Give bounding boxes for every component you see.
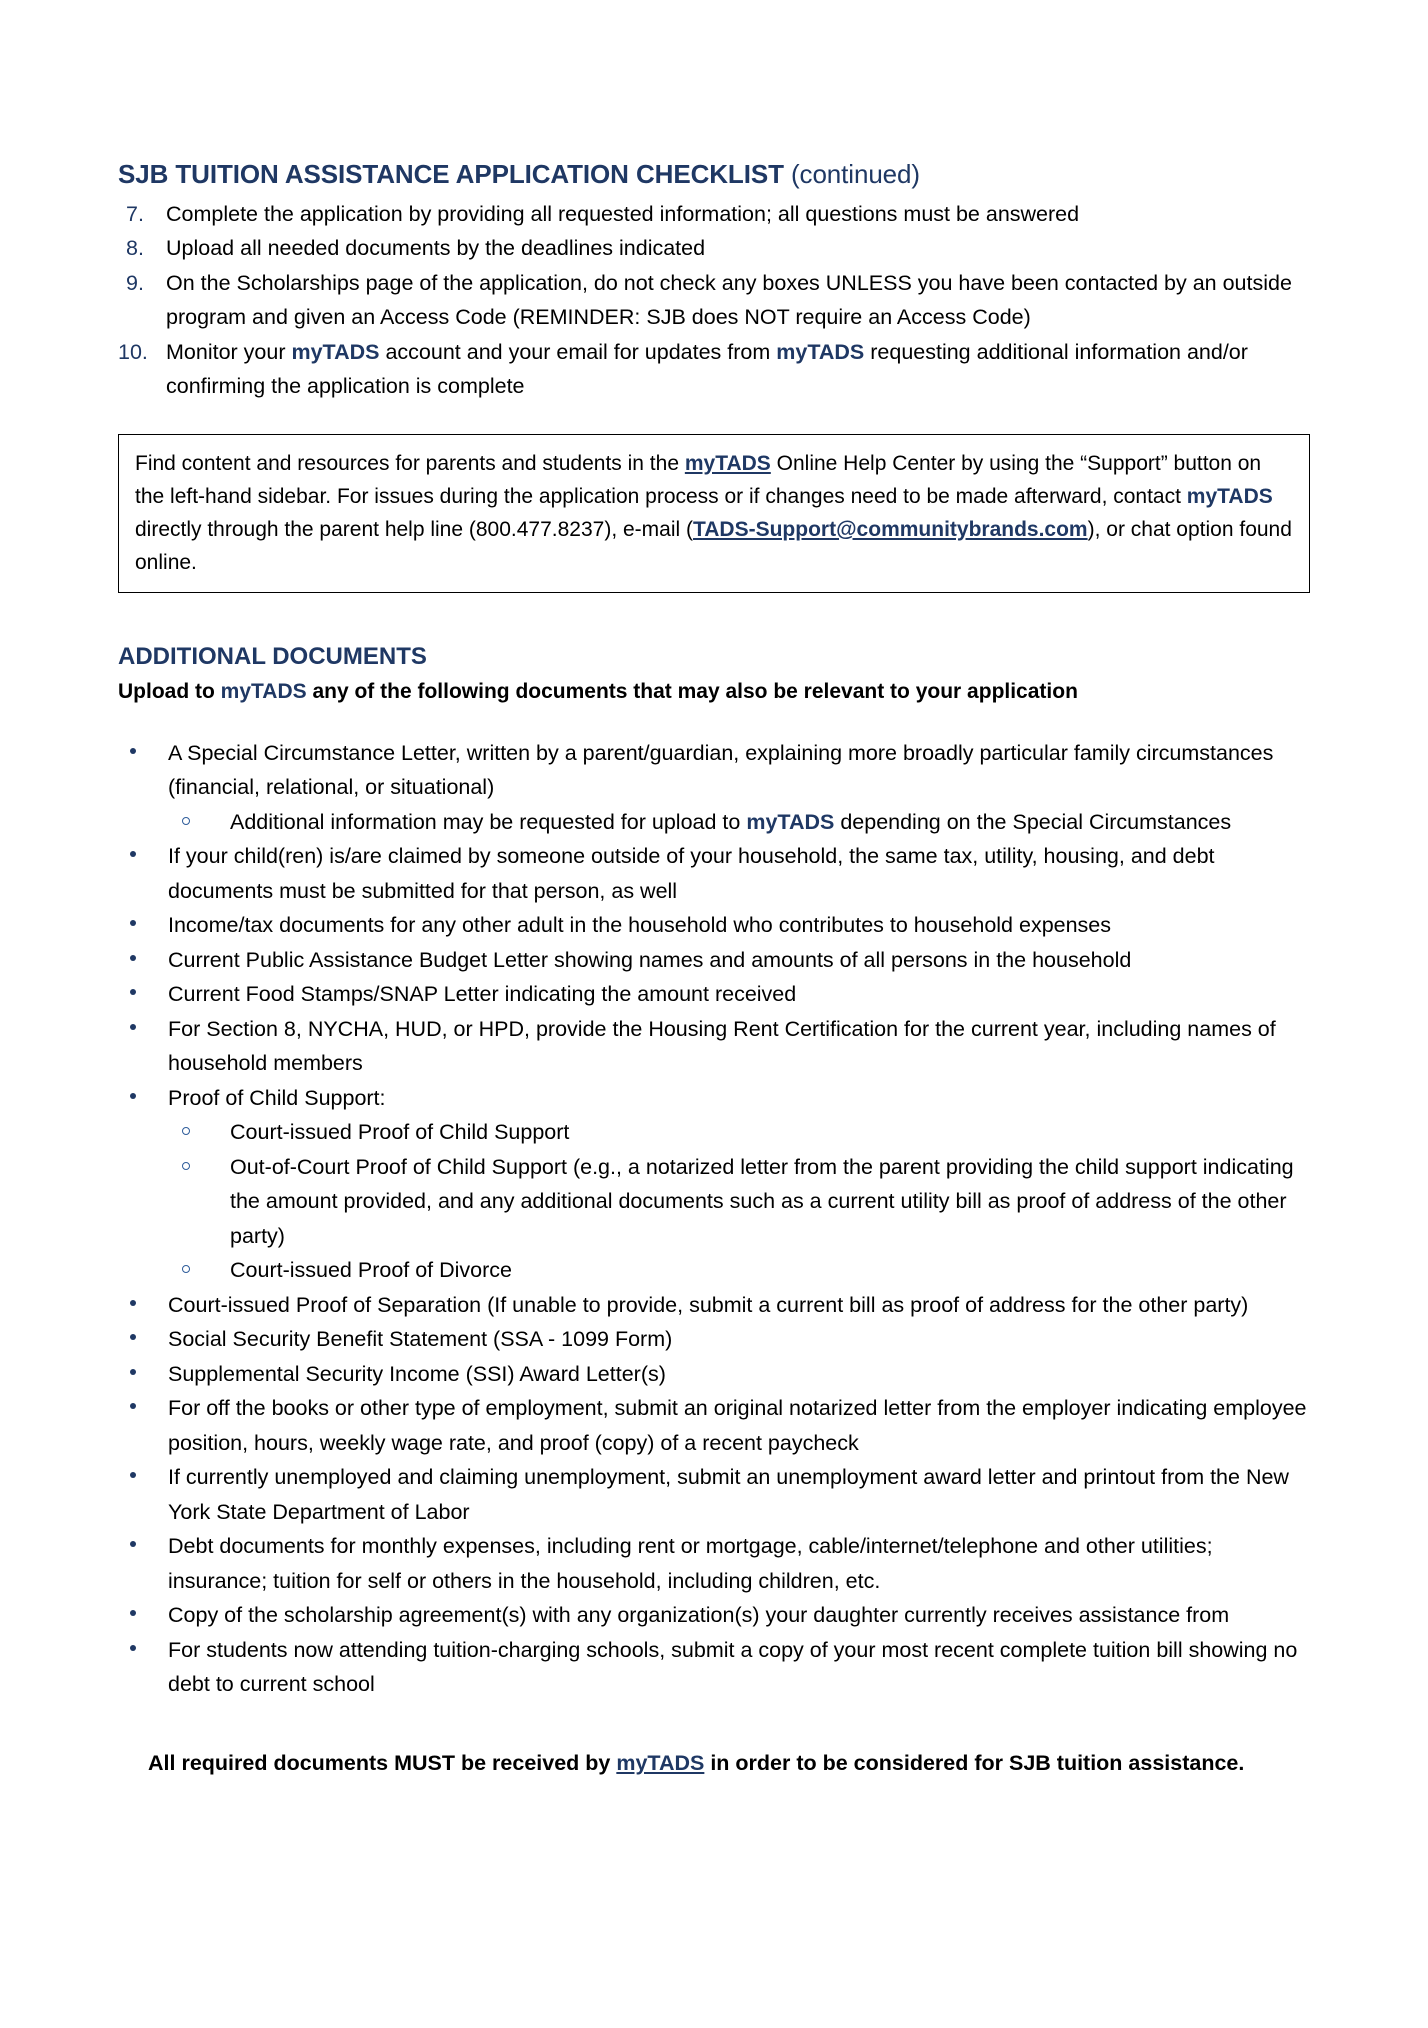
checklist-item-8: [118, 231, 1310, 266]
bullet-dot-icon: [130, 1024, 136, 1030]
list-item: [118, 977, 1310, 1012]
checklist-item-9: [118, 266, 1310, 335]
callout-text-part1: Find content and resources for parents and students in the: [135, 451, 685, 475]
sub-bullet-circle-icon: [182, 817, 190, 825]
checklist-item-7: [118, 197, 1310, 232]
list-item: [118, 1460, 1310, 1529]
checklist-item-7-text: Complete the application by providing all requested information; all questions must be answered: [166, 201, 1080, 226]
list-item-text: Supplemental Security Income (SSI) Award Letter(s): [168, 1361, 666, 1386]
mytads-brand: myTADS: [746, 809, 835, 834]
bullet-dot-icon: [130, 955, 136, 961]
support-callout-box: [118, 434, 1310, 593]
list-item: [118, 908, 1310, 943]
support-email-link[interactable]: TADS-Support@communitybrands.com: [693, 517, 1088, 541]
list-item-text: A Special Circumstance Letter, written by a parent/guardian, explaining more broadly particular family circumstances (financial, relational, or situational): [168, 740, 1274, 800]
additional-documents-list: [118, 736, 1310, 1702]
checklist-item-8-text: Upload all needed documents by the deadlines indicated: [166, 236, 706, 261]
callout-text-part3: directly through the parent help line (800.477.8237), e-mail (: [135, 517, 693, 541]
checklist-heading-main: SJB TUITION ASSISTANCE APPLICATION CHECKLIST: [118, 159, 784, 189]
list-item: [118, 839, 1310, 908]
bullet-dot-icon: [130, 1541, 136, 1547]
bullet-dot-icon: [130, 920, 136, 926]
list-item-text: Proof of Child Support:: [168, 1085, 386, 1110]
checklist-item-8-number: 8.: [126, 236, 144, 261]
bullet-dot-icon: [130, 748, 136, 754]
mytads-brand: myTADS: [291, 339, 380, 364]
checklist-item-9-text: On the Scholarships page of the application, do not check any boxes UNLESS you have been contacted by an outside program and given an Access Code (REMINDER: SJB does NOT require an Access Code): [166, 270, 1292, 330]
closing-part1: All required documents MUST be received by: [148, 1750, 617, 1775]
bullet-dot-icon: [130, 1093, 136, 1099]
list-item-text: Current Food Stamps/SNAP Letter indicating the amount received: [168, 982, 797, 1007]
checklist-heading: [118, 160, 1310, 190]
list-item-text: Copy of the scholarship agreement(s) with any organization(s) your daughter currently receives assistance from: [168, 1603, 1230, 1628]
sub-list-item-text: Out-of-Court Proof of Child Support (e.g., a notarized letter from the parent providing the child support indicating the amount provided, and any additional documents such as a current utility bill as proof of address of the other party): [230, 1154, 1294, 1248]
additional-documents-subheading: [118, 676, 1310, 708]
list-item: [118, 1357, 1310, 1392]
list-item: [118, 1598, 1310, 1633]
sub-list: [168, 1115, 1310, 1288]
list-item: [118, 1322, 1310, 1357]
mytads-brand-link[interactable]: myTADS: [684, 451, 771, 475]
list-item-text: If currently unemployed and claiming unemployment, submit an unemployment award letter and printout from the New York State Department of Labor: [168, 1465, 1289, 1524]
sub-list-item: [168, 1253, 1310, 1288]
sub-list-item-text-part2: depending on the Special Circumstances: [834, 809, 1232, 834]
list-item: [118, 736, 1310, 840]
checklist-item-10-number: 10.: [118, 339, 148, 364]
mytads-brand: myTADS: [220, 679, 307, 703]
bullet-dot-icon: [130, 1610, 136, 1616]
callout-text-part2: Online Help Center by using the “Support” button on the left-hand sidebar. For issues during the application process or if changes need to be made afterward, contact: [135, 451, 1262, 508]
subheading-part2: any of the following documents that may also be relevant to your application: [306, 679, 1078, 703]
sub-list-item: [168, 1150, 1310, 1254]
sub-list-item-text-part1: Additional information may be requested for upload to: [230, 809, 747, 834]
mytads-brand-link[interactable]: myTADS: [616, 1750, 705, 1775]
sub-list-item: [168, 1115, 1310, 1150]
list-item: [118, 1529, 1310, 1598]
checklist-item-10: [118, 335, 1310, 404]
bullet-dot-icon: [130, 1334, 136, 1340]
bullet-dot-icon: [130, 851, 136, 857]
list-item-text: Current Public Assistance Budget Letter showing names and amounts of all persons in the household: [168, 947, 1132, 972]
bullet-dot-icon: [130, 1645, 136, 1651]
list-item: [118, 1391, 1310, 1460]
list-item-text: For students now attending tuition-charging schools, submit a copy of your most recent complete tuition bill showing no debt to current school: [168, 1637, 1298, 1697]
list-item-text: Social Security Benefit Statement (SSA - 1099 Form): [168, 1327, 673, 1352]
checklist-list: [118, 197, 1310, 404]
sub-list-item-text: Court-issued Proof of Child Support: [230, 1120, 570, 1145]
list-item: [118, 1012, 1310, 1081]
list-item-text: If your child(ren) is/are claimed by someone outside of your household, the same tax, utility, housing, and debt documents must be submitted for that person, as well: [168, 844, 1215, 903]
list-item-text: Debt documents for monthly expenses, including rent or mortgage, cable/internet/telephone and other utilities; insurance; tuition for self or others in the household, including children, etc.: [168, 1534, 1213, 1593]
bullet-dot-icon: [130, 1472, 136, 1478]
list-item-text: Court-issued Proof of Separation (If unable to provide, submit a current bill as proof of address for the other party): [168, 1292, 1249, 1317]
list-item-text: For Section 8, NYCHA, HUD, or HPD, provide the Housing Rent Certification for the current year, including names of household members: [168, 1016, 1276, 1076]
sub-list-item: [168, 805, 1310, 840]
mytads-brand: myTADS: [776, 339, 865, 364]
bullet-dot-icon: [130, 1369, 136, 1375]
list-item-text: For off the books or other type of employment, submit an original notarized letter from the employer indicating employee position, hours, weekly wage rate, and proof (copy) of a recent paycheck: [168, 1396, 1307, 1455]
checklist-heading-suffix: (continued): [783, 159, 920, 189]
sub-bullet-circle-icon: [182, 1265, 190, 1273]
list-item: [118, 1081, 1310, 1288]
callout-text-part4: ), or chat option found online.: [135, 517, 1292, 574]
closing-part2: in order to be considered for SJB tuition assistance.: [704, 1750, 1245, 1775]
additional-documents-heading: ADDITIONAL DOCUMENTS: [118, 642, 427, 670]
bullet-dot-icon: [130, 989, 136, 995]
subheading-part1: Upload to: [118, 679, 221, 703]
checklist-item-10-text-part2: account and your email for updates from: [379, 339, 777, 364]
bullet-dot-icon: [130, 1300, 136, 1306]
mytads-brand: myTADS: [1186, 484, 1273, 508]
list-item: [118, 1288, 1310, 1323]
list-item: [118, 1633, 1310, 1702]
list-item: [118, 943, 1310, 978]
checklist-item-7-number: 7.: [126, 201, 144, 226]
checklist-item-10-text-part3: requesting additional information and/or confirming the application is complete: [166, 339, 1248, 399]
closing-statement: [118, 1746, 1310, 1780]
checklist-item-9-number: 9.: [126, 270, 144, 295]
checklist-item-10-text-part1: Monitor your: [166, 339, 292, 364]
sub-list-item-text: Court-issued Proof of Divorce: [230, 1258, 512, 1283]
sub-bullet-circle-icon: [182, 1162, 190, 1170]
sub-list: [168, 805, 1310, 840]
document-content: [118, 160, 1310, 1780]
sub-bullet-circle-icon: [182, 1127, 190, 1135]
list-item-text: Income/tax documents for any other adult in the household who contributes to household expenses: [168, 913, 1112, 938]
bullet-dot-icon: [130, 1403, 136, 1409]
